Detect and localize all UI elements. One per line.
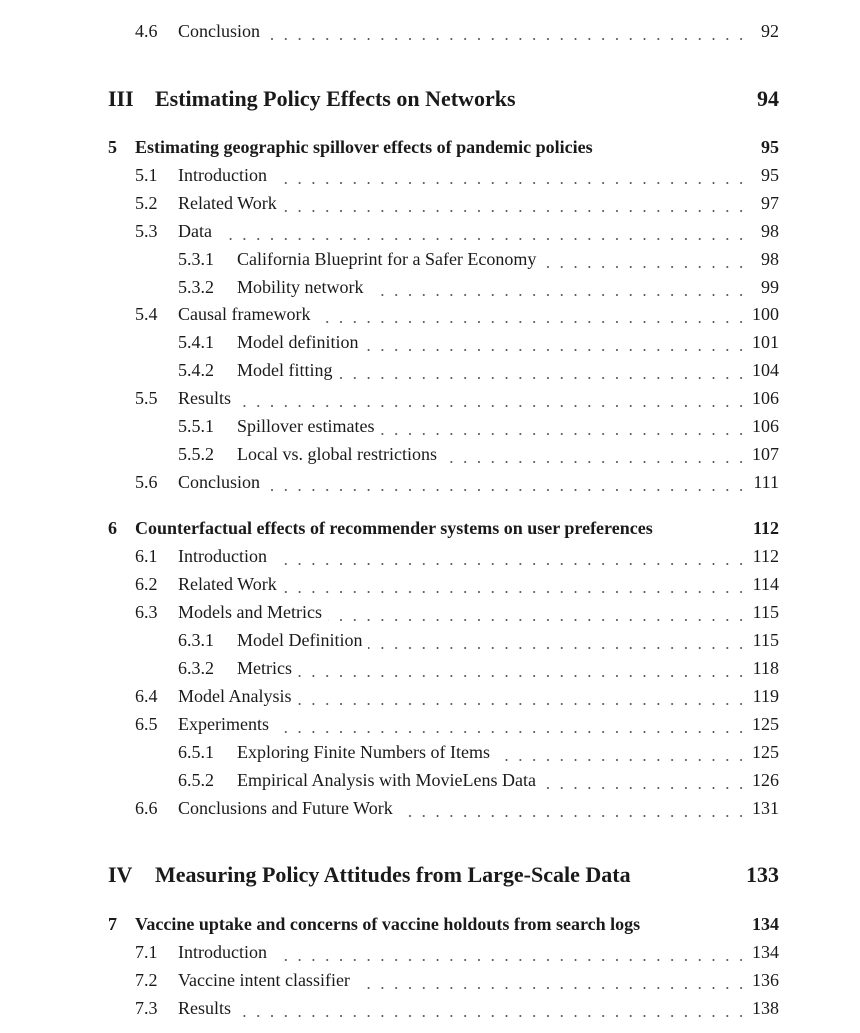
toc-entry-section[interactable] xyxy=(0,165,860,193)
dot-leader xyxy=(496,758,748,762)
toc-entry-title[interactable]: Causal framework xyxy=(178,304,314,325)
toc-entry-title[interactable]: Vaccine intent classifier xyxy=(178,970,354,991)
toc-entry-title[interactable]: Model Analysis xyxy=(178,686,296,707)
toc-entry-title[interactable]: Metrics xyxy=(237,658,296,679)
toc-entry-number: 6.6 xyxy=(135,798,158,818)
toc-entry-part[interactable] xyxy=(0,862,860,896)
dot-leader xyxy=(266,37,748,41)
dot-leader xyxy=(273,181,748,185)
toc-entry-number: 5.5 xyxy=(135,388,158,408)
toc-entry-number: 4.6 xyxy=(135,21,158,41)
toc-entry-number: 6.1 xyxy=(135,546,158,566)
toc-entry-section[interactable] xyxy=(0,472,860,500)
toc-entry-subsection[interactable] xyxy=(0,249,860,277)
toc-entry-subsection[interactable] xyxy=(0,630,860,658)
dot-leader xyxy=(370,293,748,297)
toc-entry-title[interactable]: Conclusion xyxy=(178,21,264,42)
toc-entry-page-number[interactable]: 106 xyxy=(748,388,779,409)
toc-entry-page-number[interactable]: 126 xyxy=(748,770,779,791)
toc-entry-number: 5.4.2 xyxy=(178,360,214,380)
toc-entry-number: 5.4.1 xyxy=(178,332,214,352)
dot-leader xyxy=(316,320,748,324)
toc-entry-page-number[interactable]: 101 xyxy=(748,332,779,353)
toc-entry-number: 6.2 xyxy=(135,574,158,594)
toc-entry-number: 6 xyxy=(108,518,117,538)
toc-entry-section[interactable] xyxy=(0,798,860,826)
toc-entry-page-number[interactable]: 131 xyxy=(748,798,779,819)
dot-leader xyxy=(275,730,748,734)
toc-entry-subsection[interactable] xyxy=(0,277,860,305)
toc-entry-page-number[interactable]: 138 xyxy=(748,998,779,1019)
toc-entry-page-number[interactable]: 125 xyxy=(748,742,779,763)
toc-entry-section[interactable] xyxy=(0,546,860,574)
toc-entry-title[interactable]: Conclusion xyxy=(178,472,264,493)
toc-entry-subsection[interactable] xyxy=(0,658,860,686)
toc-entry-number: 5 xyxy=(108,137,117,157)
toc-entry-number: 6.3.2 xyxy=(178,658,214,678)
toc-entry-number: 7 xyxy=(108,914,117,934)
toc-entry-title[interactable]: Data xyxy=(178,221,216,242)
toc-entry-page-number[interactable]: 107 xyxy=(748,444,779,465)
toc-entry-section[interactable] xyxy=(0,686,860,714)
toc-entry-page-number[interactable]: 134 xyxy=(748,942,779,963)
dot-leader xyxy=(399,814,748,818)
toc-entry-title[interactable]: Introduction xyxy=(178,942,271,963)
toc-entry-number: 7.2 xyxy=(135,970,158,990)
toc-entry-section[interactable] xyxy=(0,388,860,416)
toc-entry-title[interactable]: Experiments xyxy=(178,714,273,735)
toc-entry-number: 6.5 xyxy=(135,714,158,734)
dot-leader xyxy=(283,590,748,594)
toc-entry-page-number[interactable]: 133 xyxy=(742,862,779,888)
toc-entry-page-number[interactable]: 125 xyxy=(748,714,779,735)
toc-entry-number: 6.3 xyxy=(135,602,158,622)
dot-leader xyxy=(380,432,748,436)
toc-entry-title[interactable]: Counterfactual effects of recommender systems on user preferences xyxy=(135,518,657,539)
toc-entry-page-number[interactable]: 95 xyxy=(757,137,779,158)
toc-entry-section[interactable] xyxy=(0,193,860,221)
toc-entry-title[interactable]: Results xyxy=(178,388,235,409)
toc-entry-title[interactable]: Introduction xyxy=(178,546,271,567)
toc-entry-subsection[interactable] xyxy=(0,416,860,444)
toc-entry-number: 5.3 xyxy=(135,221,158,241)
toc-entry-section[interactable] xyxy=(0,998,860,1026)
toc-entry-number: 5.5.2 xyxy=(178,444,214,464)
toc-entry-title[interactable]: Exploring Finite Numbers of Items xyxy=(237,742,494,763)
dot-leader xyxy=(368,646,748,650)
toc-entry-title[interactable]: Model Definition xyxy=(237,630,366,651)
toc-entry-number: 7.3 xyxy=(135,998,158,1018)
toc-entry-page-number[interactable]: 119 xyxy=(749,686,779,707)
toc-entry-title[interactable]: Related Work xyxy=(178,574,281,595)
toc-entry-number: 5.6 xyxy=(135,472,158,492)
dot-leader xyxy=(298,702,748,706)
toc-entry-page-number[interactable]: 106 xyxy=(748,416,779,437)
dot-leader xyxy=(356,986,748,990)
toc-entry-number: 5.5.1 xyxy=(178,416,214,436)
toc-entry-page-number[interactable]: 97 xyxy=(757,193,779,214)
dot-leader xyxy=(273,562,748,566)
dot-leader xyxy=(364,348,748,352)
dot-leader xyxy=(237,404,748,408)
toc-entry-page-number[interactable]: 112 xyxy=(749,546,779,567)
dot-leader xyxy=(218,237,748,241)
toc-entry-number: 7.1 xyxy=(135,942,158,962)
toc-entry-number: 6.5.2 xyxy=(178,770,214,790)
toc-entry-page-number[interactable]: 118 xyxy=(749,658,779,679)
toc-entry-page-number[interactable]: 115 xyxy=(749,630,779,651)
dot-leader xyxy=(283,209,748,213)
dot-leader xyxy=(266,488,748,492)
toc-entry-number: 6.4 xyxy=(135,686,158,706)
toc-entry-page-number[interactable]: 95 xyxy=(757,165,779,186)
toc-entry-section[interactable] xyxy=(0,602,860,630)
toc-entry-title[interactable]: Model definition xyxy=(237,332,362,353)
toc-entry-title[interactable]: Vaccine uptake and concerns of vaccine holdouts from search logs xyxy=(135,914,644,935)
toc-entry-number: 5.2 xyxy=(135,193,158,213)
toc-entry-page-number[interactable]: 98 xyxy=(757,221,779,242)
toc-entry-title[interactable]: Spillover estimates xyxy=(237,416,378,437)
dot-leader xyxy=(339,376,748,380)
toc-entry-number: 5.3.2 xyxy=(178,277,214,297)
dot-leader xyxy=(542,786,748,790)
toc-entry-chapter[interactable] xyxy=(0,914,860,942)
toc-entry-title[interactable]: Conclusions and Future Work xyxy=(178,798,397,819)
dot-leader xyxy=(542,265,748,269)
toc-entry-section[interactable] xyxy=(0,574,860,602)
toc-entry-title[interactable]: Results xyxy=(178,998,235,1019)
toc-entry-page-number[interactable]: 112 xyxy=(749,518,779,539)
toc-entry-subsection[interactable] xyxy=(0,332,860,360)
toc-entry-number: 6.3.1 xyxy=(178,630,214,650)
toc-entry-page-number[interactable]: 98 xyxy=(757,249,779,270)
toc-entry-number: 6.5.1 xyxy=(178,742,214,762)
toc-entry-subsection[interactable] xyxy=(0,360,860,388)
toc-entry-page-number[interactable]: 136 xyxy=(748,970,779,991)
toc-entry-page-number[interactable]: 100 xyxy=(748,304,779,325)
toc-entry-title[interactable]: Empirical Analysis with MovieLens Data xyxy=(237,770,540,791)
toc-entry-part[interactable] xyxy=(0,86,860,120)
toc-entry-page-number[interactable]: 99 xyxy=(757,277,779,298)
dot-leader xyxy=(237,1014,748,1018)
toc-entry-page-number[interactable]: 134 xyxy=(748,914,779,935)
toc-entry-page-number[interactable]: 111 xyxy=(749,472,779,493)
toc-entry-title[interactable]: Local vs. global restrictions xyxy=(237,444,441,465)
toc-entry-number: IV xyxy=(108,862,133,887)
toc-entry-title[interactable]: Model fitting xyxy=(237,360,337,381)
toc-entry-title[interactable]: Estimating Policy Effects on Networks xyxy=(155,86,520,112)
toc-entry-chapter[interactable] xyxy=(0,518,860,546)
toc-entry-title[interactable]: Related Work xyxy=(178,193,281,214)
toc-entry-number: III xyxy=(108,86,134,111)
toc-entry-subsection[interactable] xyxy=(0,742,860,770)
toc-entry-page-number[interactable]: 92 xyxy=(757,21,779,42)
toc-entry-section[interactable] xyxy=(0,714,860,742)
toc-entry-section[interactable] xyxy=(0,21,860,49)
toc-entry-page-number[interactable]: 115 xyxy=(749,602,779,623)
toc-entry-title[interactable]: Models and Metrics xyxy=(178,602,326,623)
toc-entry-page-number[interactable]: 94 xyxy=(753,86,779,112)
toc-entry-page-number[interactable]: 104 xyxy=(748,360,779,381)
toc-entry-title[interactable]: Introduction xyxy=(178,165,271,186)
toc-entry-section[interactable] xyxy=(0,970,860,998)
toc-entry-subsection[interactable] xyxy=(0,444,860,472)
dot-leader xyxy=(328,618,748,622)
toc-entry-section[interactable] xyxy=(0,304,860,332)
toc-entry-section[interactable] xyxy=(0,221,860,249)
toc-entry-subsection[interactable] xyxy=(0,770,860,798)
toc-entry-title[interactable]: Estimating geographic spillover effects of pandemic policies xyxy=(135,137,597,158)
dot-leader xyxy=(273,958,748,962)
toc-entry-title[interactable]: California Blueprint for a Safer Economy xyxy=(237,249,540,270)
toc-entry-page-number[interactable]: 114 xyxy=(749,574,779,595)
dot-leader xyxy=(443,460,748,464)
toc-entry-chapter[interactable] xyxy=(0,137,860,165)
dot-leader xyxy=(298,674,748,678)
toc-entry-title[interactable]: Measuring Policy Attitudes from Large-Scale Data xyxy=(155,862,635,888)
toc-entry-number: 5.1 xyxy=(135,165,158,185)
toc-entry-title[interactable]: Mobility network xyxy=(237,277,368,298)
toc-entry-number: 5.4 xyxy=(135,304,158,324)
toc-entry-section[interactable] xyxy=(0,942,860,970)
toc-entry-number: 5.3.1 xyxy=(178,249,214,269)
